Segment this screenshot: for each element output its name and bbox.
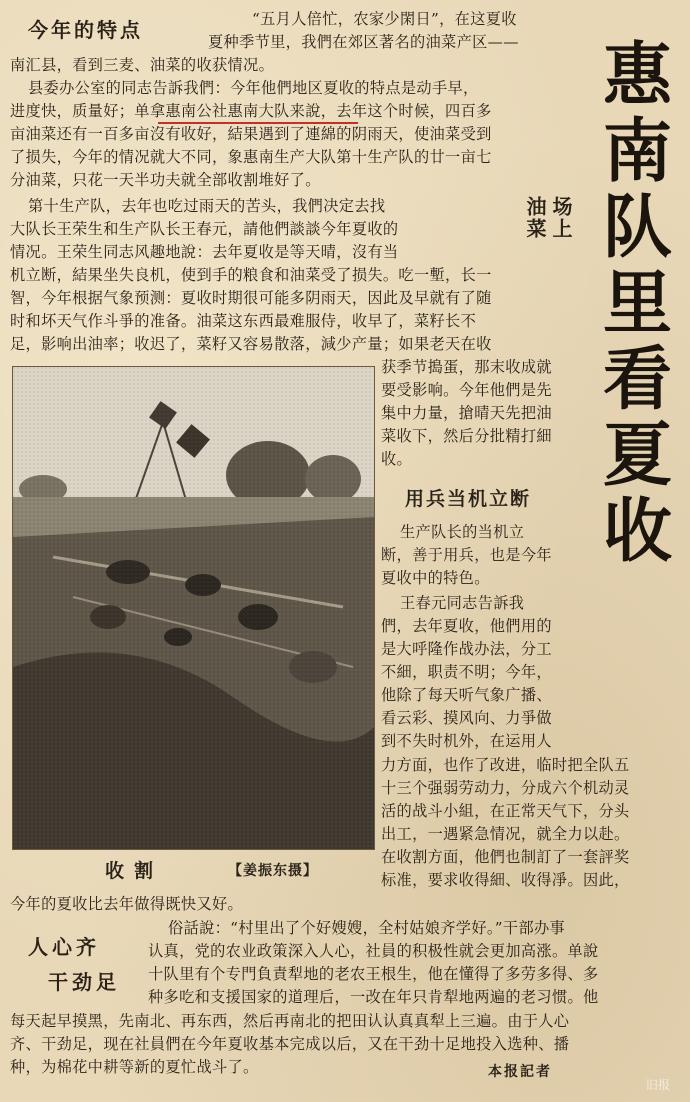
text-line: 亩油菜还有一百多亩沒有收好，結果遇到了連綿的阴雨天，使油菜受到: [10, 125, 492, 143]
section-heading-unity: 人心齐: [28, 935, 100, 959]
text-line: 他除了每天听气象广播、: [381, 686, 552, 704]
text-line: 俗話說：“村里出了个好嫂嫂，全村姑娘齐学好。”干部办事: [168, 919, 566, 937]
watermark: 旧报: [646, 1078, 671, 1092]
text-line: 十队里有个专門負責犁地的老农王根生，他在懂得了多劳多得、多: [148, 965, 599, 983]
byline: 本报記者: [488, 1064, 552, 1080]
text-line: 不細，职责不明；今年，: [381, 663, 552, 681]
text-line: 种，为棉花中耕等新的夏忙战斗了。: [10, 1058, 259, 1076]
text-line: 获季节搗蛋，那末收成就: [381, 358, 552, 376]
text-line: 大队长王荣生和生产队长王春元，請他們談談今年夏收的: [10, 220, 399, 238]
text-line: 集中力量，搶晴天先把油: [381, 404, 552, 422]
text-line: 每天起早摸黑，先南北、再东西，然后再南北的把田认认真真犁上三遍。由于人心: [10, 1012, 570, 1030]
text-line: 南汇县，看到三麦、油菜的收获情况。: [10, 56, 275, 74]
text-line: 机立断，結果坐失良机，使到手的粮食和油菜受了损失。吃一塹，长一: [10, 266, 492, 284]
text-line: 夏收中的特色。: [381, 569, 490, 587]
text-line: 力方面，也作了改进，临时把全队五: [381, 756, 630, 774]
section-heading-features: 今年的特点: [28, 18, 143, 42]
text-line: 在收割方面，他們也制訂了一套評奖: [381, 848, 630, 866]
text-line: 菜收下，然后分批精打細: [381, 427, 552, 445]
text-line: 足，影响出油率；收迟了，菜籽又容易散落，減少产量；如果老天在收: [10, 335, 492, 353]
text-line: 十三个强弱劳动力，分成六个机动灵: [381, 779, 630, 797]
harvest-photo: [12, 366, 375, 850]
text-line: 断，善于用兵，也是今年: [381, 546, 552, 564]
text-line: “五月人倍忙，农家少閑日”，在这夏收: [252, 10, 517, 28]
text-line: 今年的夏收比去年做得既快又好。: [10, 895, 244, 913]
text-line: 情况。王荣生同志风趣地說：去年夏收是等天晴，沒有当: [10, 243, 399, 261]
text-line: 进度快，质量好；单拿惠南公社惠南大队来說，去年这个时候，四百多: [10, 102, 492, 120]
text-line: 是大呼隆作战办法，分工: [381, 640, 552, 658]
text-line: 县委办公室的同志告訴我們：今年他們地区夏收的特点是动手早，: [28, 79, 479, 97]
text-line: 收。: [381, 450, 413, 468]
text-line: 夏种季节里，我們在郊区著名的油菜产区——: [208, 33, 519, 51]
text-line: 智，今年根据气象预测：夏收时期很可能多阴雨天，因此及早就有了随: [10, 289, 492, 307]
text-line: 分油菜，只花一天半功夫就全部收割堆好了。: [10, 171, 321, 189]
text-line: 們，去年夏收，他們用的: [381, 617, 552, 635]
text-line: 到不失时机外，在运用人: [381, 732, 552, 750]
text-line: 生产队长的当机立: [400, 523, 525, 541]
harvest-photo-image: [13, 367, 374, 849]
text-line: 第十生产队，去年也吃过雨天的苦头，我們决定去找: [28, 197, 386, 215]
section-heading-energy: 干劲足: [48, 970, 120, 994]
text-line: 认真，党的农业政策深入人心，社員的积极性就会更加高涨。单說: [148, 942, 599, 960]
text-line: 活的战斗小組，在正常天气下，分头: [381, 802, 630, 820]
text-line: 要受影响。今年他們是先: [381, 381, 552, 399]
headline: 惠南队里看夏收: [591, 38, 672, 570]
text-line: 标准，要求收得細、收得凈。因此，: [381, 871, 630, 889]
text-line: 看云彩、摸风向、力爭做: [381, 709, 552, 727]
text-line: 时和坏天气作斗爭的准备。油菜这东西最难服侍，收早了，菜籽长不: [10, 312, 477, 330]
text-line: 王春元同志告訴我: [400, 594, 525, 612]
text-line: 齐、干劲足，现在社員們在今年夏收基本完成以后，又在干劲十足地投入选种、播: [10, 1035, 570, 1053]
photo-caption: 收割: [105, 860, 164, 882]
photo-credit: 【姜振东摄】: [228, 863, 318, 879]
section-heading-decisive: 用兵当机立断: [405, 488, 532, 510]
text-line: 种多吃和支援国家的道理后，一改在年只肯犁地两遍的老习惯。他: [148, 988, 599, 1006]
text-line: 了损失，今年的情况就大不同，象惠南生产大队第十生产队的廿一亩七: [10, 148, 492, 166]
text-line: 出工，一遇紧急情况，就全力以赴。: [381, 825, 630, 843]
side-tag: 场上油菜: [523, 196, 573, 240]
